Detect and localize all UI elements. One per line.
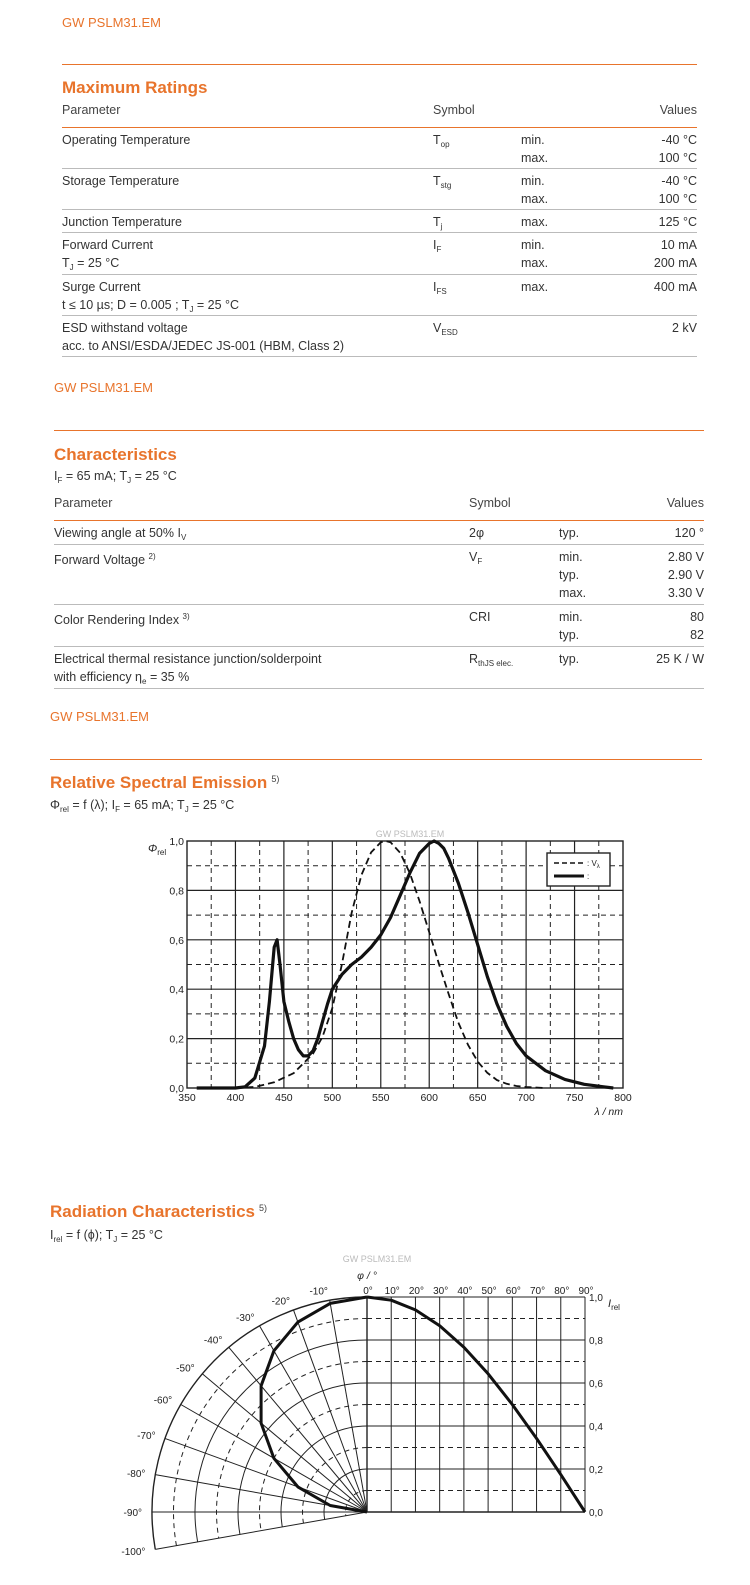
polar-angle-label: -100° [121,1547,146,1559]
polar-angle-label: -20° [271,1296,291,1308]
spectral-emission-chart [0,820,750,1130]
polar-angle-label: -60° [153,1395,173,1407]
value-kind: max. [521,280,549,294]
y-tick-label: 0,6 [169,934,184,947]
value-kind: typ. [559,628,580,642]
row-divider [54,544,704,545]
col-parameter: Parameter [62,103,121,117]
param-cell: Forward Voltage $^{2)}$ [54,552,156,568]
x-tick-label: 450 [275,1092,293,1104]
angle-tick-label: 10° [384,1286,400,1297]
value-cell: -40 °C [661,174,697,188]
x-tick-label: 500 [323,1092,342,1104]
row-divider [54,688,704,689]
value-cell: 125 °C [658,215,697,229]
value-kind: typ. [559,568,580,582]
row-divider [54,604,704,605]
param-cell: Color Rendering Index $^{3)}$ [54,612,190,628]
x-tick-label: 550 [372,1092,390,1104]
value-cell: 400 mA [653,280,697,294]
legend-label: : [587,872,590,881]
angle-tick-label: 60° [505,1286,521,1297]
y-tick-label: 0,4 [169,984,184,997]
conditions: $I_F = 65$ mA; $T_J = 25$ °C [54,469,177,485]
legend [547,853,610,886]
x-tick-label: 650 [468,1092,487,1104]
y-tick-label: 1,0 [169,836,184,848]
x-axis-label: λ / nm [594,1106,623,1118]
x-tick-label: 350 [178,1092,196,1104]
param-cell: ESD withstand voltage acc. to ANSI/ESDA/JEDEC JS-001 (HBM, Class 2) [62,321,345,353]
doc-header: GW PSLM31.EM [50,709,149,724]
conditions: $I_{rel} = f$ (ϕ); $T_J = 25$ °C [50,1228,163,1244]
value-cell: 25 K / W [656,652,704,666]
row-divider [62,356,697,357]
value-cell: 100 °C [658,151,697,165]
symbol-cell: $R_{thJS elec.}$ [469,652,514,668]
angle-tick-label: 40° [457,1286,473,1297]
angle-tick-label: 80° [554,1286,570,1297]
y-axis-label: $\Phi_{rel}$ [148,843,167,857]
row-divider [62,315,697,316]
col-symbol: Symbol [433,103,475,117]
angle-tick-label: 30° [433,1286,449,1297]
doc-header: GW PSLM31.EM [62,15,161,30]
polar-angle-label: -80° [126,1468,146,1480]
radiation-chart [0,1245,750,1585]
value-cell: 100 °C [658,192,697,206]
header-rule [54,430,704,431]
symbol-cell: $T_{op}$ [433,133,450,149]
value-cell: 3.30 V [667,586,704,600]
row-divider [62,232,697,233]
col-values: Values [659,103,697,117]
symbol-cell: $I_{FS}$ [433,280,447,296]
row-divider [62,168,697,169]
y-tick-label: 1,0 [589,1293,603,1304]
symbol-cell: $T_j$ [433,215,443,231]
value-cell: 120 ° [674,526,704,540]
table-header-rule [62,127,697,128]
symbol-cell: 2φ [469,526,485,540]
row-divider [54,646,704,647]
y-tick-label: 0,0 [589,1508,603,1519]
polar-angle-label: -50° [176,1363,195,1375]
section-title: Radiation Characteristics $^{5)}$ [50,1202,268,1221]
value-cell: 200 mA [653,256,697,270]
value-kind: min. [521,133,545,147]
row-divider [62,209,697,210]
param-cell: Electrical thermal resistance junction/solderpoint with efficiency $\eta_e = 35$ % [54,652,322,686]
param-cell: Storage Temperature [62,174,180,188]
symbol-cell: CRI [469,610,491,624]
conditions: $\Phi_{rel} = f$ (λ); $I_F = 65$ mA; $T_J = 25$ °C [50,798,235,814]
value-cell: 2.90 V [667,568,704,582]
value-kind: max. [521,192,549,206]
x-tick-label: 400 [226,1092,245,1104]
section-title: Relative Spectral Emission $^{5)}$ [50,773,280,792]
value-cell: 2 kV [671,321,697,335]
angle-tick-label: 20° [408,1286,425,1297]
value-cell: 2.80 V [667,550,704,564]
watermark: GW PSLM31.EM [342,1254,412,1264]
polar-angle-label: -10° [309,1286,328,1298]
col-symbol: Symbol [469,496,511,510]
y-axis-label: $I_{rel}$ [608,1298,620,1312]
symbol-cell: $T_{stg}$ [433,174,452,190]
value-cell: 10 mA [660,238,697,252]
value-kind: max. [521,215,549,229]
doc-header: GW PSLM31.EM [54,380,153,395]
watermark: GW PSLM31.EM [375,829,445,839]
symbol-cell: $I_F$ [433,238,442,254]
value-kind: typ. [559,652,580,666]
col-values: Values [666,496,704,510]
angle-tick-label: 50° [481,1286,497,1297]
param-cell: Junction Temperature [62,215,182,229]
value-kind: min. [559,610,583,624]
y-tick-label: 0,6 [589,1379,603,1390]
y-tick-label: 0,8 [169,885,184,898]
header-rule [50,759,702,760]
polar-angle-label: -90° [123,1508,142,1519]
angle-tick-label: 90° [578,1286,594,1297]
y-tick-label: 0,4 [589,1422,603,1433]
value-kind: min. [521,238,545,252]
table-header-rule [54,520,704,521]
y-tick-label: 0,8 [589,1336,603,1347]
polar-angle-label: -40° [203,1335,223,1347]
section-title: Maximum Ratings [62,78,208,97]
x-tick-label: 800 [614,1092,632,1104]
param-cell: Forward Current $T_J = 25$ °C [62,238,153,272]
symbol-cell: $V_{ESD}$ [433,321,458,337]
legend-box [547,853,610,886]
value-kind: max. [521,256,549,270]
polar-angle-label: -70° [137,1431,156,1443]
y-tick-label: 0,0 [169,1083,184,1095]
header-rule [62,64,697,65]
legend-label: : $V_\lambda$ [587,859,600,870]
col-parameter: Parameter [54,496,113,510]
value-kind: min. [559,550,583,564]
param-cell: Surge Current t ≤ 10 µs; D = 0.005 ; $T_J = 25$ °C [62,280,240,314]
value-kind: max. [559,586,587,600]
section-title: Characteristics [54,445,177,464]
angle-tick-label: 70° [529,1286,546,1297]
polar-spoke [155,1512,367,1549]
x-tick-label: 750 [565,1092,584,1104]
param-cell: Viewing angle at 50% $I_V$ [54,526,187,542]
angle-tick-label: 0° [363,1286,373,1297]
value-cell: 82 [690,628,704,642]
y-tick-label: 0,2 [589,1465,603,1476]
x-tick-label: 700 [517,1092,535,1104]
param-cell: Operating Temperature [62,133,191,147]
value-kind: min. [521,174,545,188]
x-axis-label: φ / ° [357,1270,377,1282]
value-cell: 80 [690,610,704,624]
polar-angle-label: -30° [236,1313,255,1325]
value-kind: max. [521,151,549,165]
y-tick-label: 0,2 [169,1033,184,1046]
row-divider [62,274,697,275]
value-kind: typ. [559,526,580,540]
value-cell: -40 °C [661,133,697,147]
x-tick-label: 600 [420,1092,438,1104]
symbol-cell: $V_F$ [469,550,483,566]
